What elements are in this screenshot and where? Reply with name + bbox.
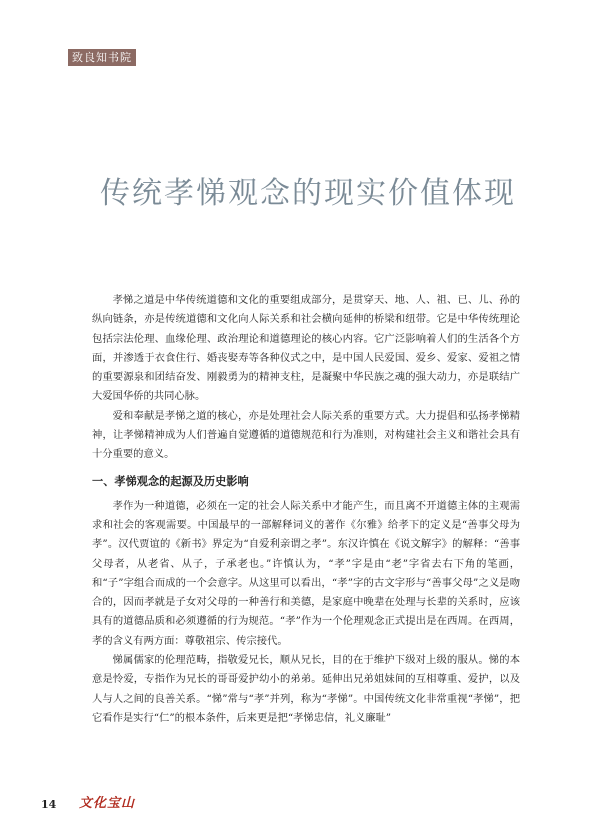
page-number: 14	[41, 798, 57, 811]
magazine-logo: 文化宝山	[79, 796, 136, 811]
column-tag: 致良知书院	[68, 49, 136, 66]
article-body	[92, 291, 520, 799]
intro-paragraph-2: 爱和奉献是孝悌之道的核心，亦是处理社会人际关系的重要方式。大力提倡和弘扬孝悌精神，让孝悌精神成为人们普遍自觉遵循的道德规范和行为准则，对构建社会主义和谐社会具有十分重要的意义。	[92, 409, 520, 461]
article-title: 传统孝悌观念的现实价值体现	[100, 176, 516, 211]
section-heading: 一、孝悌观念的起源及历史影响	[92, 474, 249, 488]
section-paragraph-2: 悌属儒家的伦理范畴，指敬爱兄长，顺从兄长，目的在于维护下级对上级的服从。悌的本意是怜爱，专指作为兄长的哥哥爱护幼小的弟弟。延伸出兄弟姐妹间的互相尊重、爱护，以及人与人之间的良善关系。“悌”常与“孝”并列，称为“孝悌”。中国传统文化非常重视“孝悌”，把它看作是实行“仁”的根本条件，后来更是把“孝悌忠信，礼义廉耻”	[92, 654, 520, 724]
section-paragraph-1: 孝作为一种道德，必须在一定的社会人际关系中才能产生，而且离不开道德主体的主观需求和社会的客观需要。中国最早的一部解释词义的著作《尔雅》给孝下的定义是“善事父母为孝”。汉代贾谊的《新书》界定为“自爱利亲谓之孝”。东汉许慎在《说文解字》的解释：“善事父母者，从老省、从子，子承老也。”许慎认为，“孝”字是由“老”字省去右下角的笔画，和“子”字组合而成的一个会意字。从这里可以看出，“孝”字的古文字形与“善事父母”之义是吻合的，因而孝就是子女对父母的一种善行和美德，是家庭中晚辈在处理与长辈的关系时，应该具有的道德品质和必须遵循的行为规范。“孝”作为一个伦理观念正式提出是在西周。在西周，孝的含义有两方面：尊敬祖宗、传宗接代。	[92, 499, 520, 647]
intro-paragraph-1: 孝悌之道是中华传统道德和文化的重要组成部分，是贯穿天、地、人、祖、已、儿、孙的纵向链条，亦是传统道德和文化向人际关系和社会横向延伸的桥梁和纽带。它是中华传统理论包括宗法伦理、血缘伦理、政治理论和道德理论的核心内容。它广泛影响着人们的生活各个方面，并渗透于衣食住行、婚丧娶寿等各种仪式之中，是中国人民爱国、爱乡、爱家、爱祖之情的重要源泉和团结奋发、刚毅勇为的精神支柱，是凝聚中华民族之魂的强大动力，亦是联结广大爱国华侨的共同心脉。	[92, 294, 520, 403]
